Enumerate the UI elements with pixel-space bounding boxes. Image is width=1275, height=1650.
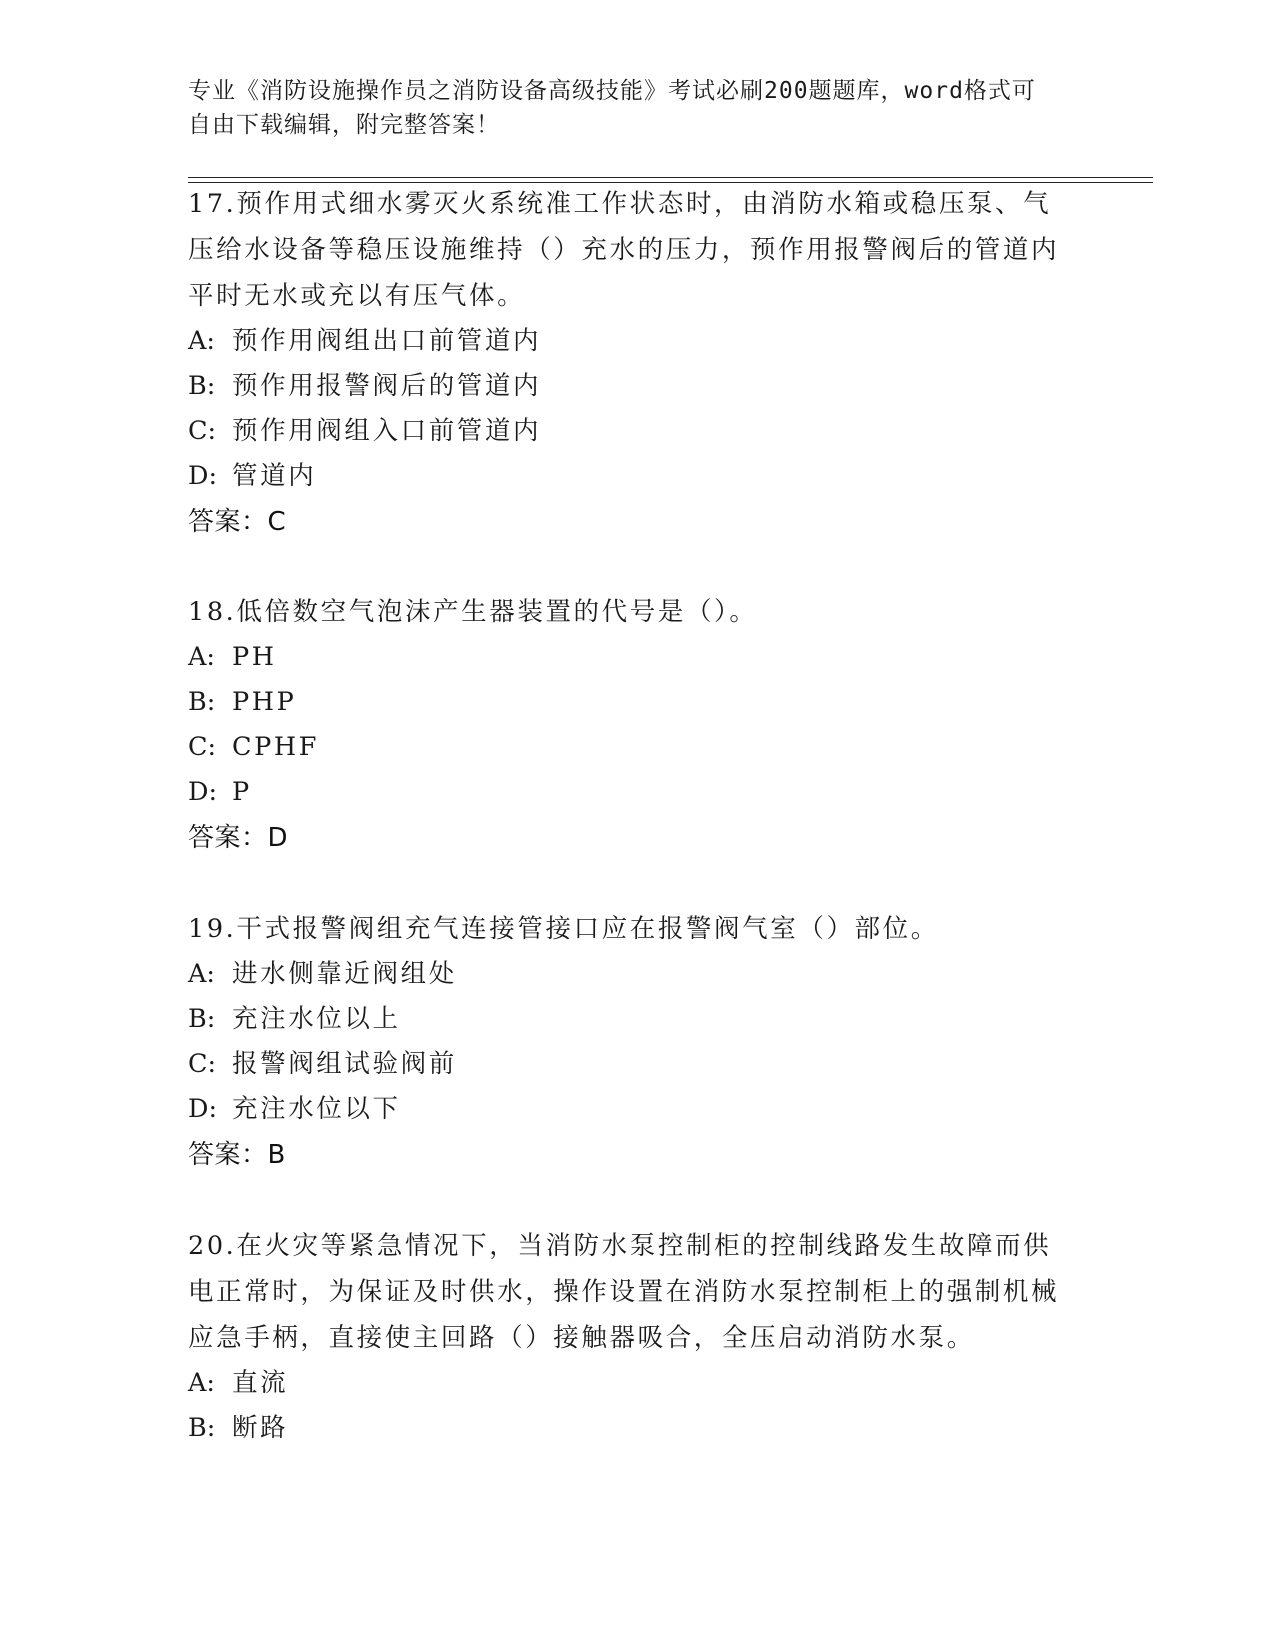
question-18 — [188, 589, 1078, 861]
option-a — [188, 952, 1078, 997]
option-a — [188, 1361, 1078, 1406]
option-label: A: — [188, 326, 216, 356]
option-label: C: — [188, 1049, 217, 1079]
answer: 答案：D — [188, 823, 289, 853]
option-label: D: — [188, 777, 218, 807]
option-label: C: — [188, 732, 217, 762]
answer: 答案：C — [188, 507, 287, 537]
option-text: CPHF — [232, 732, 319, 762]
option-label: D: — [188, 1094, 218, 1124]
option-b — [188, 364, 1078, 409]
question-stem: 20.在火灾等紧急情况下，当消防水泵控制柜的控制线路发生故障而供电正常时，为保证及时供水，操作设置在消防水泵控制柜上的强制机械应急手柄，直接使主回路（）接触器吸合，全压启动消防水泵。 — [188, 1231, 1060, 1353]
option-c — [188, 725, 1078, 770]
option-text: 预作用阀组出口前管道内 — [232, 326, 542, 356]
document-header — [188, 74, 1088, 142]
header-line-1: 专业《消防设施操作员之消防设备高级技能》考试必刷200题题库，word格式可 — [188, 78, 1036, 104]
header-divider-top — [188, 177, 1153, 178]
option-text: PHP — [232, 687, 297, 717]
option-d — [188, 454, 1078, 499]
option-b — [188, 997, 1078, 1042]
option-text: 断路 — [232, 1413, 289, 1443]
question-20 — [188, 1223, 1078, 1451]
option-label: A: — [188, 1368, 216, 1398]
option-a — [188, 635, 1078, 680]
option-text: 预作用阀组入口前管道内 — [232, 416, 542, 446]
option-text: 充注水位以上 — [232, 1004, 401, 1034]
option-b — [188, 680, 1078, 725]
option-label: C: — [188, 416, 217, 446]
option-text: PH — [232, 642, 277, 672]
header-line-2: 自由下载编辑，附完整答案！ — [188, 112, 500, 138]
option-text: 直流 — [232, 1368, 289, 1398]
option-text: 管道内 — [232, 461, 317, 491]
option-a — [188, 319, 1078, 364]
option-c — [188, 409, 1078, 454]
question-stem: 19.干式报警阀组充气连接管接口应在报警阀气室（）部位。 — [188, 914, 939, 944]
option-text: P — [232, 777, 252, 807]
answer: 答案：B — [188, 1140, 286, 1170]
option-label: B: — [188, 687, 216, 717]
question-19 — [188, 906, 1078, 1178]
question-stem: 17.预作用式细水雾灭火系统准工作状态时，由消防水箱或稳压泵、气压给水设备等稳压设施维持（）充水的压力，预作用报警阀后的管道内平时无水或充以有压气体。 — [188, 189, 1060, 311]
option-d — [188, 770, 1078, 815]
option-d — [188, 1087, 1078, 1132]
option-b — [188, 1406, 1078, 1451]
option-text: 充注水位以下 — [232, 1094, 401, 1124]
option-c — [188, 1042, 1078, 1087]
option-text: 报警阀组试验阀前 — [232, 1049, 457, 1079]
option-label: B: — [188, 1413, 216, 1443]
option-label: A: — [188, 642, 216, 672]
option-label: D: — [188, 461, 218, 491]
option-label: A: — [188, 959, 216, 989]
option-label: B: — [188, 371, 216, 401]
option-text: 进水侧靠近阀组处 — [232, 959, 457, 989]
question-stem: 18.低倍数空气泡沫产生器装置的代号是（）。 — [188, 597, 758, 627]
option-label: B: — [188, 1004, 216, 1034]
question-17 — [188, 181, 1078, 545]
option-text: 预作用报警阀后的管道内 — [232, 371, 542, 401]
